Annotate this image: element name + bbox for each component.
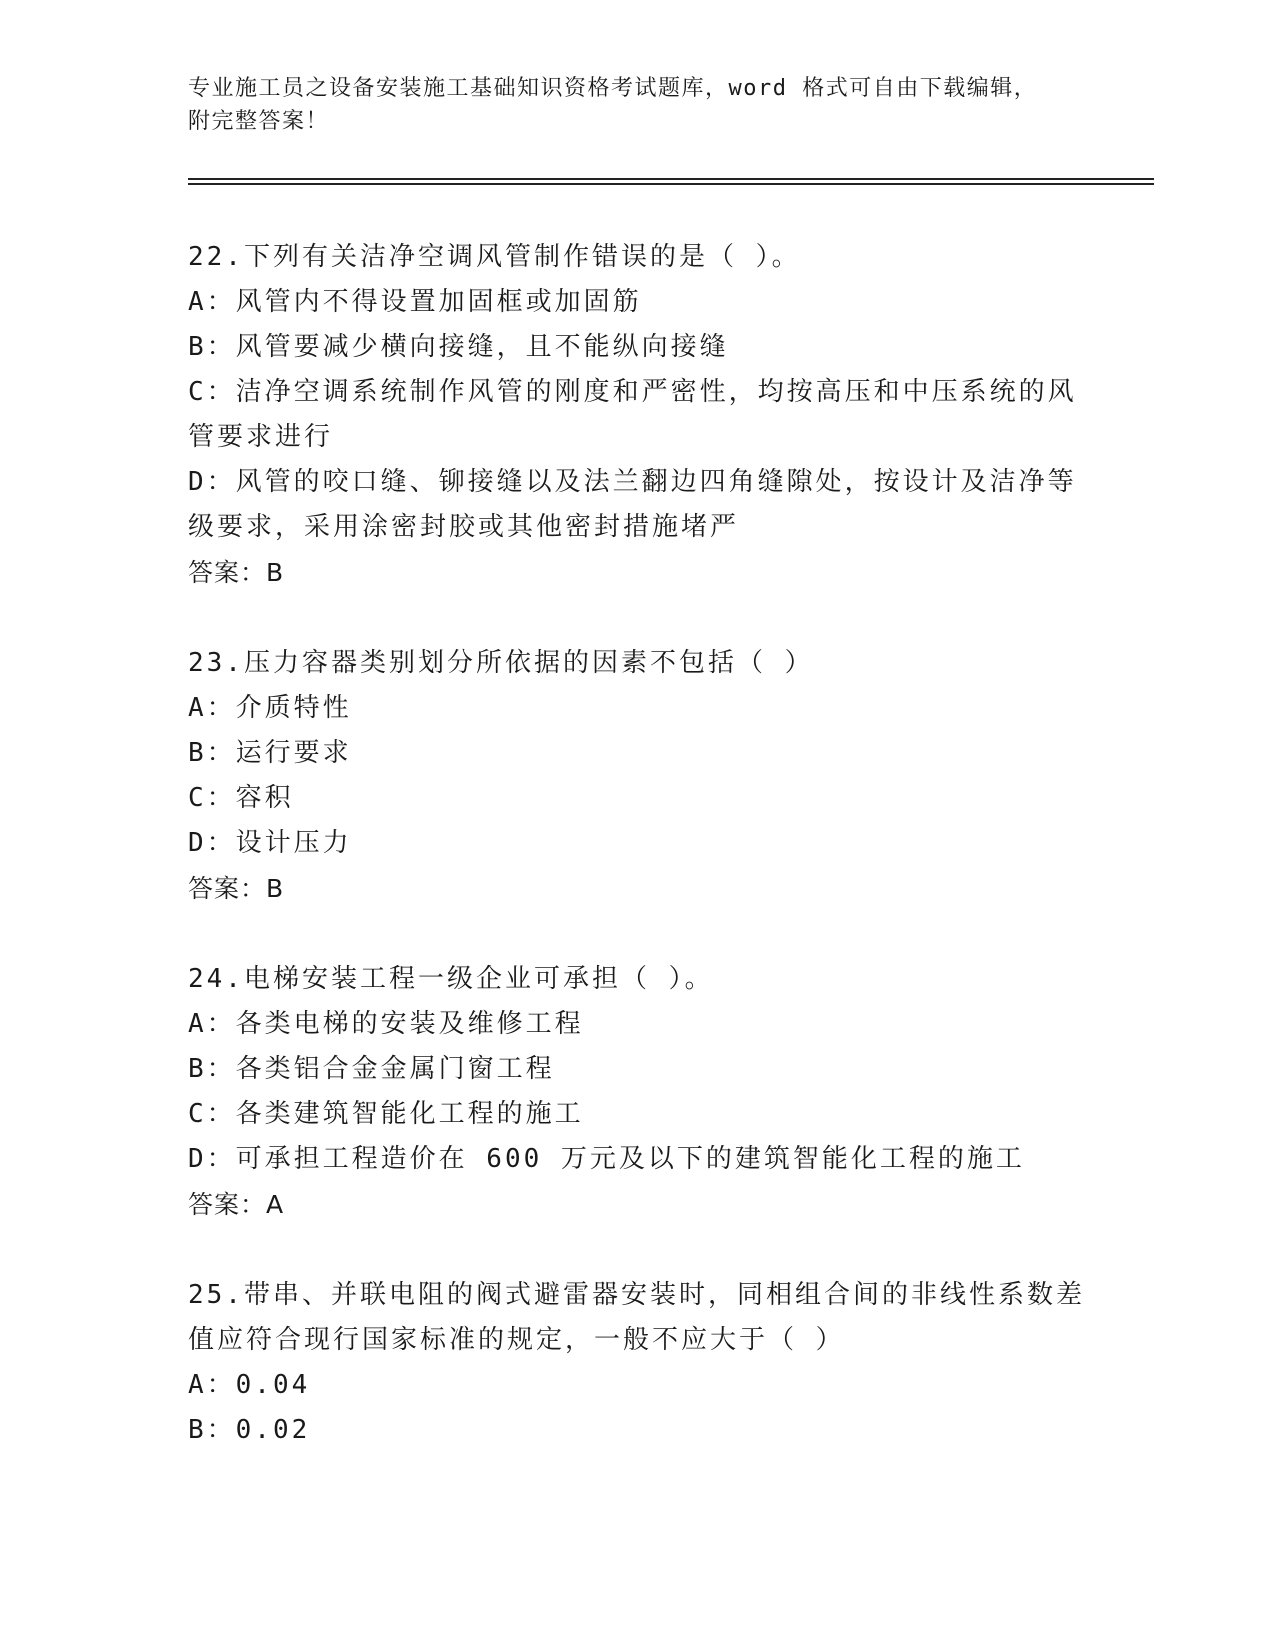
question-text: 25.带串、并联电阻的阀式避雷器安装时，同相组合间的非线性系数差值应符合现行国家标准的规定，一般不应大于（ ） [188,1280,1085,1355]
question-24 [188,957,1088,1227]
option-b: B：风管要减少横向接缝，且不能纵向接缝 [188,332,729,362]
option-a: A：0.04 [188,1370,311,1400]
option-a: A：介质特性 [188,693,352,723]
header-rule-top [188,178,1154,180]
question-list [188,235,1088,1499]
document-header [188,72,1088,138]
option-b: B：各类铝合金金属门窗工程 [188,1054,555,1084]
option-a: A：各类电梯的安装及维修工程 [188,1009,584,1039]
answer: 答案：B [188,558,285,587]
option-b: B：0.02 [188,1415,311,1445]
question-text: 24.电梯安装工程一级企业可承担（ ）。 [188,964,714,994]
header-line-1: 专业施工员之设备安装施工基础知识资格考试题库，word 格式可自由下载编辑， [188,76,1038,101]
option-c: C：洁净空调系统制作风管的刚度和严密性，均按高压和中压系统的风管要求进行 [188,377,1077,452]
option-a: A：风管内不得设置加固框或加固筋 [188,287,642,317]
option-c: C：各类建筑智能化工程的施工 [188,1099,584,1129]
header-line-2: 附完整答案！ [188,109,330,134]
option-d: D：风管的咬口缝、铆接缝以及法兰翻边四角缝隙处，按设计及洁净等级要求，采用涂密封胶或其他密封措施堵严 [188,467,1077,542]
option-d: D：设计压力 [188,828,352,858]
question-text: 23.压力容器类别划分所依据的因素不包括（ ） [188,648,814,678]
answer: 答案：B [188,874,285,903]
question-25 [188,1273,1088,1453]
option-d: D：可承担工程造价在 600 万元及以下的建筑智能化工程的施工 [188,1144,1025,1174]
question-22 [188,235,1088,595]
option-b: B：运行要求 [188,738,352,768]
option-c: C：容积 [188,783,294,813]
question-23 [188,641,1088,911]
answer: 答案：A [188,1190,285,1219]
header-rule-bottom [188,183,1154,185]
question-text: 22.下列有关洁净空调风管制作错误的是（ ）。 [188,242,801,272]
